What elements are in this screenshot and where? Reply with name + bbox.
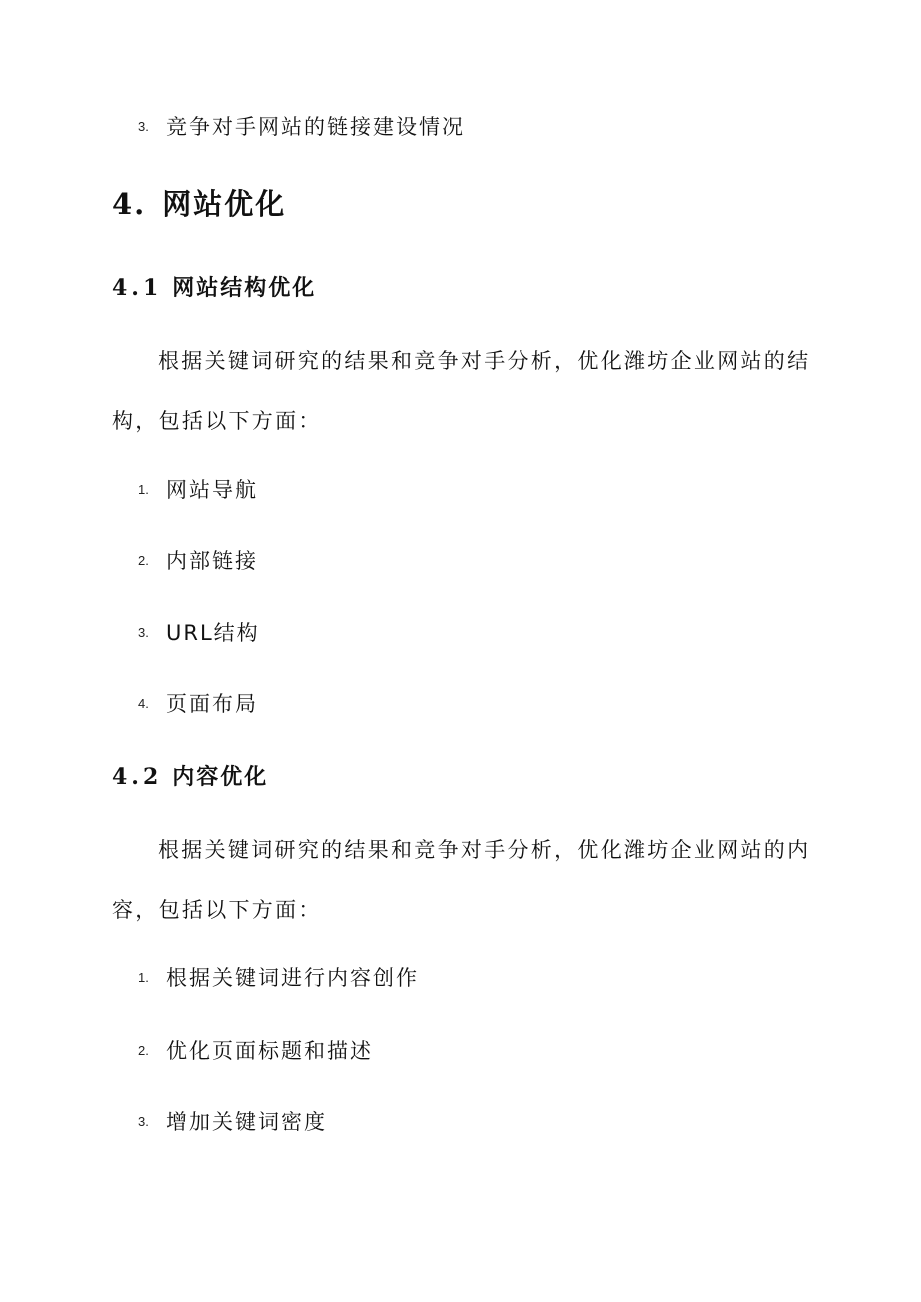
subsection-heading-4-1	[112, 271, 316, 302]
list-item-text: 页面布局	[166, 692, 258, 716]
section-heading	[112, 182, 286, 223]
list-item	[138, 111, 465, 141]
subsection-title: 网站结构优化	[172, 276, 317, 301]
list-item-text: 优化页面标题和描述	[166, 1039, 373, 1063]
list-item-text: 竞争对手网站的链接建设情况	[166, 115, 465, 139]
list-item-text: 根据关键词进行内容创作	[166, 966, 419, 990]
paragraph-4-1: 根据关键词研究的结果和竞争对手分析，优化潍坊企业网站的结构，包括以下方面：	[112, 349, 811, 433]
list-item-number: 3.	[138, 624, 149, 640]
list-item	[138, 617, 260, 647]
section-title: 网站优化	[162, 187, 287, 221]
list-item-number: 3.	[138, 118, 149, 134]
paragraph-4-2: 根据关键词研究的结果和竞争对手分析，优化潍坊企业网站的内容，包括以下方面：	[112, 838, 811, 922]
list-item-text: URL结构	[166, 621, 260, 645]
list-item-number: 2.	[138, 552, 149, 568]
list-item	[138, 1035, 373, 1065]
subsection-heading-4-2	[112, 760, 268, 791]
list-item-text: 内部链接	[166, 549, 258, 573]
list-item-number: 1.	[138, 969, 149, 985]
section-number: 4.	[112, 187, 147, 221]
list-item	[138, 688, 258, 718]
list-item-number: 3.	[138, 1113, 149, 1129]
subsection-number: 4.1	[112, 275, 163, 301]
subsection-title: 内容优化	[172, 765, 269, 790]
subsection-number: 4.2	[112, 764, 163, 790]
list-item-number: 4.	[138, 695, 149, 711]
list-item-text: 网站导航	[166, 478, 258, 502]
list-item-number: 1.	[138, 481, 149, 497]
list-item	[138, 1106, 327, 1136]
list-item	[138, 474, 258, 504]
list-item	[138, 962, 419, 992]
list-item-text: 增加关键词密度	[166, 1110, 327, 1134]
list-item	[138, 545, 258, 575]
list-item-number: 2.	[138, 1042, 149, 1058]
